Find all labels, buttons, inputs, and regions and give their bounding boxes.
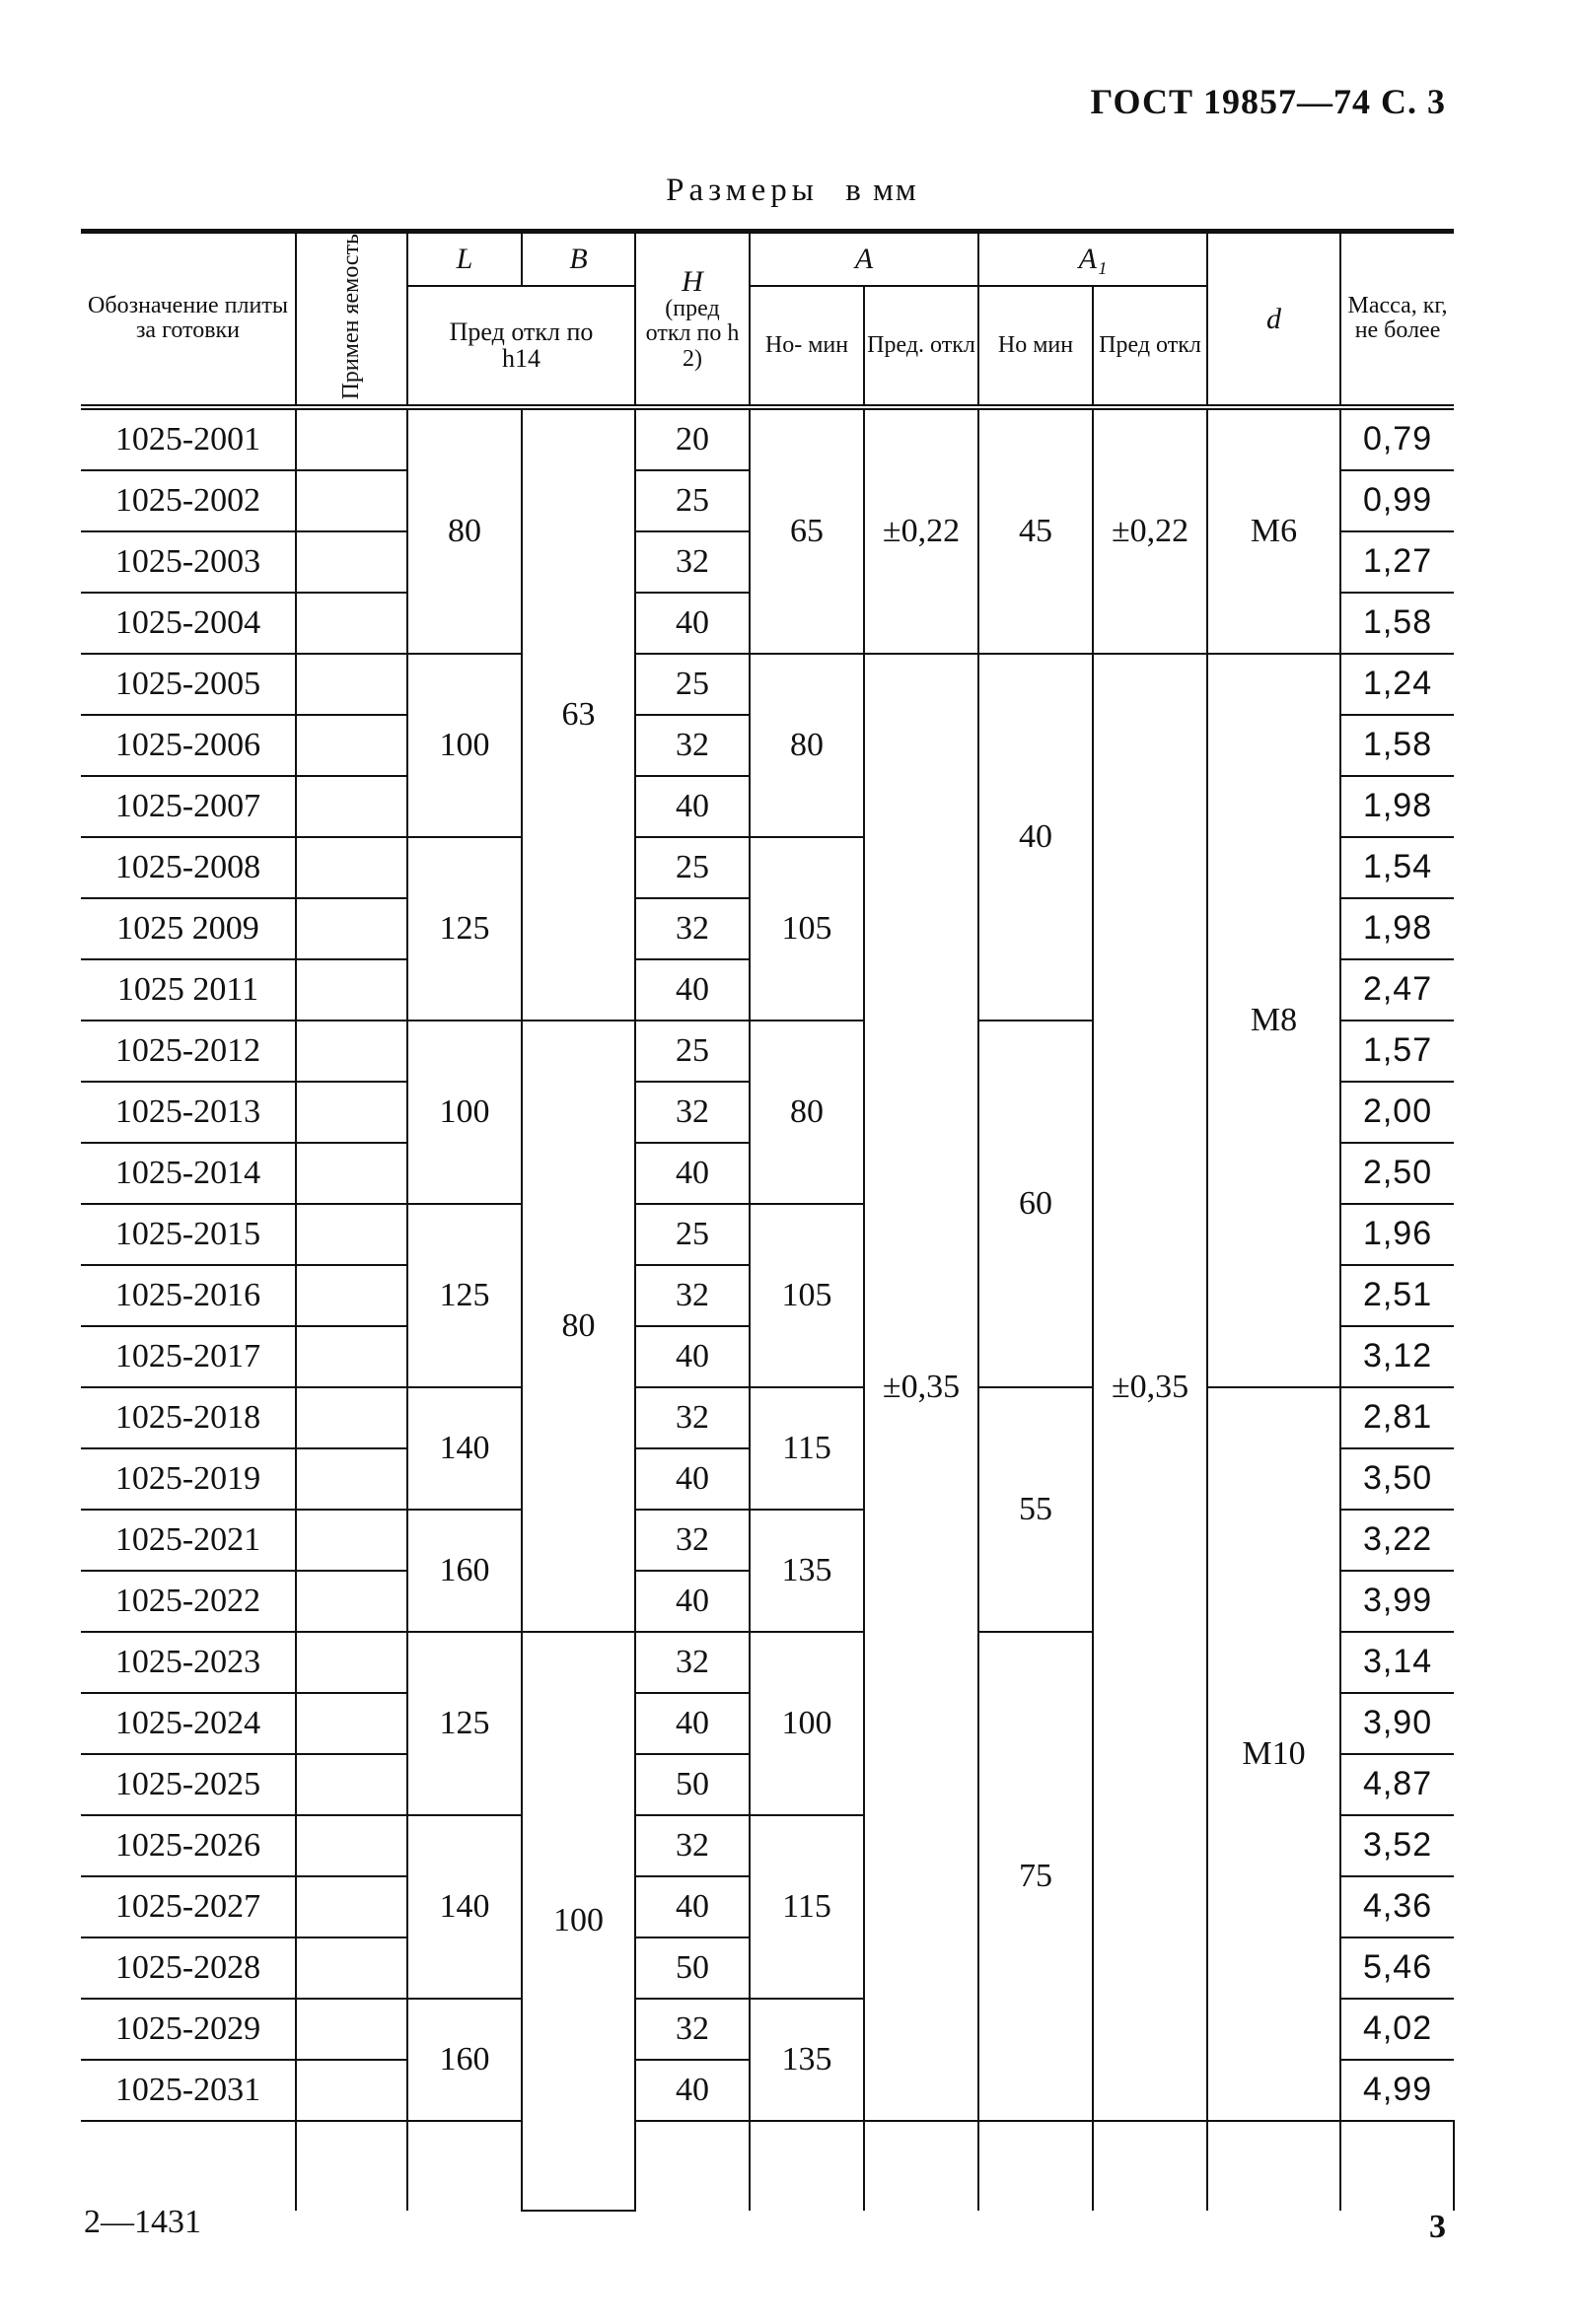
cell-applicability [296,1632,407,1693]
cell-A-tol: ±0,35 [864,654,978,2121]
caption-unit: в мм [845,173,918,208]
cell-A-nom: 65 [750,407,864,654]
cell-mass: 0,79 [1340,407,1454,470]
cell-applicability [296,898,407,959]
cell-applicability [296,1999,407,2060]
filler-cell [864,2121,978,2211]
cell-designation: 1025-2023 [81,1632,296,1693]
header-d: d [1207,232,1340,407]
cell-designation: 1025-2007 [81,776,296,837]
cell-A1-tol: ±0,22 [1093,407,1207,654]
cell-mass: 4,02 [1340,1999,1454,2060]
cell-applicability [296,1387,407,1448]
table-row [81,407,1454,470]
cell-A1-nom: 40 [978,654,1093,1021]
table-row [81,654,1454,715]
cell-H: 40 [635,2060,750,2121]
cell-mass: 0,99 [1340,470,1454,531]
cell-H: 32 [635,715,750,776]
cell-H: 32 [635,1387,750,1448]
cell-mass: 2,47 [1340,959,1454,1021]
cell-designation: 1025-2029 [81,1999,296,2060]
cell-H: 25 [635,837,750,898]
filler-cell [407,2121,522,2211]
cell-B: 63 [522,407,635,1021]
header-A-tol: Пред. откл [864,286,978,406]
cell-mass: 3,52 [1340,1815,1454,1876]
cell-H: 40 [635,776,750,837]
cell-A1-nom: 45 [978,407,1093,654]
cell-L: 100 [407,1021,522,1204]
cell-mass: 1,58 [1340,593,1454,654]
cell-H: 32 [635,1815,750,1876]
cell-A1-nom: 60 [978,1021,1093,1387]
cell-applicability [296,593,407,654]
cell-designation: 1025-2002 [81,470,296,531]
cell-applicability [296,2060,407,2121]
filler-cell [296,2121,407,2211]
cell-applicability [296,1082,407,1143]
cell-designation: 1025-2022 [81,1571,296,1632]
cell-H: 32 [635,898,750,959]
cell-designation: 1025-2015 [81,1204,296,1265]
cell-mass: 4,87 [1340,1754,1454,1815]
cell-designation: 1025 2009 [81,898,296,959]
cell-H: 32 [635,1999,750,2060]
filler-cell [1093,2121,1207,2211]
cell-H: 40 [635,1448,750,1510]
cell-A1-tol: ±0,35 [1093,654,1207,2121]
header-applicability-text: Примен яемость [337,234,364,400]
cell-mass: 3,50 [1340,1448,1454,1510]
cell-applicability [296,1326,407,1387]
filler-cell [750,2121,864,2211]
cell-H: 40 [635,1571,750,1632]
cell-designation: 1025-2013 [81,1082,296,1143]
cell-B: 80 [522,1021,635,1632]
cell-A-nom: 135 [750,1510,864,1632]
header-A1-tol: Пред откл [1093,286,1207,406]
cell-mass: 4,99 [1340,2060,1454,2121]
cell-H: 25 [635,654,750,715]
caption-label: Размеры [666,173,819,208]
cell-applicability [296,1510,407,1571]
cell-applicability [296,1265,407,1326]
cell-designation: 1025-2016 [81,1265,296,1326]
page-number: 3 [1429,2209,1446,2245]
cell-H: 50 [635,1754,750,1815]
cell-mass: 1,98 [1340,898,1454,959]
cell-designation: 1025-2026 [81,1815,296,1876]
dimensions-table [81,229,1454,2212]
cell-applicability [296,1876,407,1937]
cell-designation: 1025 2011 [81,959,296,1021]
cell-H: 40 [635,959,750,1021]
cell-mass: 4,36 [1340,1876,1454,1937]
cell-designation: 1025-2004 [81,593,296,654]
cell-mass: 3,99 [1340,1571,1454,1632]
cell-H: 20 [635,407,750,470]
header-LB-tolerance: Пред откл по h14 [407,286,635,406]
cell-applicability [296,715,407,776]
header-B: B [522,232,635,287]
cell-applicability [296,1448,407,1510]
cell-applicability [296,1204,407,1265]
cell-L: 125 [407,1632,522,1815]
cell-H: 25 [635,470,750,531]
table-row [81,1387,1454,1448]
cell-designation: 1025-2005 [81,654,296,715]
footer-print-code: 2—1431 [84,2204,201,2240]
cell-mass: 1,54 [1340,837,1454,898]
cell-H: 25 [635,1204,750,1265]
cell-designation: 1025-2006 [81,715,296,776]
header-designation: Обозначение плиты за готовки [81,232,296,407]
cell-designation: 1025-2027 [81,1876,296,1937]
cell-designation: 1025-2018 [81,1387,296,1448]
cell-L: 125 [407,837,522,1021]
cell-applicability [296,1021,407,1082]
filler-cell [635,2121,750,2211]
cell-A-nom: 115 [750,1815,864,1999]
header-H-symbol: H [682,264,703,298]
cell-mass: 1,57 [1340,1021,1454,1082]
cell-designation: 1025-2028 [81,1937,296,1999]
cell-d: M10 [1207,1387,1340,2121]
header-A-nom: Но- мин [750,286,864,406]
header-H-tolerance: (пред откл по h 2) [645,296,740,372]
cell-mass: 2,50 [1340,1143,1454,1204]
cell-designation: 1025-2001 [81,407,296,470]
header-A: A [750,232,978,287]
cell-applicability [296,531,407,593]
cell-d: M8 [1207,654,1340,1387]
table-filler-row [81,2121,1454,2211]
cell-d: M6 [1207,407,1340,654]
cell-mass: 2,00 [1340,1082,1454,1143]
cell-H: 32 [635,1082,750,1143]
cell-A-nom: 80 [750,654,864,837]
cell-A-nom: 135 [750,1999,864,2121]
cell-mass: 1,96 [1340,1204,1454,1265]
cell-L: 160 [407,1999,522,2121]
header-mass: Масса, кг, не более [1340,232,1454,407]
cell-B: 100 [522,1632,635,2211]
header-applicability [296,232,407,407]
cell-A-nom: 80 [750,1021,864,1204]
cell-L: 80 [407,407,522,654]
cell-applicability [296,407,407,470]
cell-H: 40 [635,1143,750,1204]
cell-applicability [296,1693,407,1754]
cell-mass: 1,58 [1340,715,1454,776]
cell-mass: 1,98 [1340,776,1454,837]
header-A1: A₁ [978,232,1207,287]
cell-mass: 1,27 [1340,531,1454,593]
cell-applicability [296,776,407,837]
cell-mass: 3,90 [1340,1693,1454,1754]
filler-cell [1207,2121,1340,2211]
cell-L: 160 [407,1510,522,1632]
cell-H: 40 [635,593,750,654]
cell-L: 125 [407,1204,522,1387]
cell-mass: 2,51 [1340,1265,1454,1326]
cell-H: 40 [635,1693,750,1754]
cell-designation: 1025-2025 [81,1754,296,1815]
cell-designation: 1025-2019 [81,1448,296,1510]
cell-A-tol: ±0,22 [864,407,978,654]
cell-designation: 1025-2003 [81,531,296,593]
cell-applicability [296,1937,407,1999]
cell-A-nom: 105 [750,837,864,1021]
page-header: ГОСТ 19857—74 С. 3 [1090,82,1446,121]
cell-mass: 1,24 [1340,654,1454,715]
cell-H: 32 [635,1632,750,1693]
filler-cell [81,2121,296,2211]
cell-applicability [296,1754,407,1815]
cell-mass: 3,12 [1340,1326,1454,1387]
header-A1-nom: Но мин [978,286,1093,406]
cell-applicability [296,1143,407,1204]
header-H [635,232,750,407]
cell-A1-nom: 55 [978,1387,1093,1632]
cell-designation: 1025-2012 [81,1021,296,1082]
filler-cell [1340,2121,1454,2211]
cell-applicability [296,837,407,898]
cell-applicability [296,1571,407,1632]
cell-H: 32 [635,531,750,593]
cell-L: 140 [407,1387,522,1510]
cell-applicability [296,1815,407,1876]
table-caption [0,173,1584,209]
cell-mass: 3,14 [1340,1632,1454,1693]
cell-designation: 1025-2017 [81,1326,296,1387]
cell-A-nom: 105 [750,1204,864,1387]
cell-A-nom: 100 [750,1632,864,1815]
cell-designation: 1025-2021 [81,1510,296,1571]
cell-applicability [296,959,407,1021]
cell-applicability [296,654,407,715]
cell-designation: 1025-2031 [81,2060,296,2121]
cell-H: 32 [635,1265,750,1326]
cell-A1-nom: 75 [978,1632,1093,2121]
cell-H: 32 [635,1510,750,1571]
cell-mass: 3,22 [1340,1510,1454,1571]
filler-cell [978,2121,1093,2211]
cell-mass: 2,81 [1340,1387,1454,1448]
cell-L: 140 [407,1815,522,1999]
cell-mass: 5,46 [1340,1937,1454,1999]
cell-L: 100 [407,654,522,837]
cell-H: 40 [635,1876,750,1937]
cell-H: 50 [635,1937,750,1999]
cell-H: 40 [635,1326,750,1387]
cell-H: 25 [635,1021,750,1082]
header-L: L [407,232,522,287]
cell-designation: 1025-2008 [81,837,296,898]
cell-A-nom: 115 [750,1387,864,1510]
cell-applicability [296,470,407,531]
cell-designation: 1025-2024 [81,1693,296,1754]
cell-designation: 1025-2014 [81,1143,296,1204]
